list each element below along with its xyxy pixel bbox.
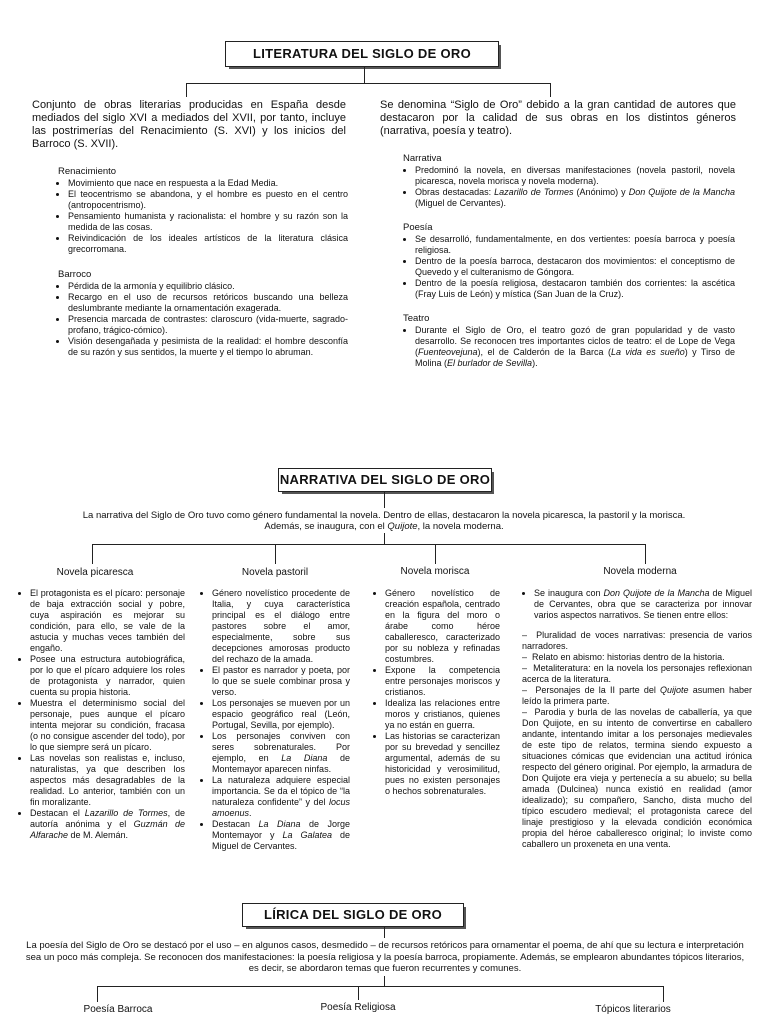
list-item: • Las historias se caracterizan por su brevedad y sencillez argumental, además de su historicidad y verosimilitud, pues no existen personajes o hechos sobrenaturales.: [385, 731, 500, 797]
list-item: • Recargo en el uso de recursos retóricos buscando una belleza deslumbrante mediante la ornamentación exagerada.: [68, 292, 348, 314]
work-title: Fuenteovejuna: [418, 347, 478, 357]
barroco-block: [58, 269, 348, 358]
list-item: • Destacan el Lazarillo de Tormes, de autoría anónima y el Guzmán de Alfarache de M. Alemán.: [30, 808, 185, 841]
list-item: • Género novelístico procedente de Italia, y cuya característica principal es el diálogo entre pastores sobre el amor, especialmente, sobre sus decepciones amorosas producto del rechazo de la amada.: [212, 588, 350, 665]
renacimiento-block: [58, 166, 348, 255]
list-item: • El pastor es narrador y poeta, por lo que se suele combinar prosa y verso.: [212, 665, 350, 698]
col-moderna: [522, 588, 752, 850]
list-item: • Movimiento que nace en respuesta a la Edad Media.: [68, 178, 348, 189]
list-item: • Idealiza las relaciones entre moros y cristianos, quienes ya no están en guerra.: [385, 698, 500, 731]
narrativa-intro-line1: La narrativa del Siglo de Oro tuvo como género fundamental la novela. Dentro de ellas, destacaron la novela picaresca, la pastoril y la morisca.: [82, 510, 686, 521]
work-title: Lazarillo de Tormes: [494, 187, 574, 197]
col-heading-moderna: Novela moderna: [603, 566, 677, 577]
barroco-heading: Barroco: [58, 269, 92, 280]
list-item: • La naturaleza adquiere especial importancia. Se da el tópico de “la naturaleza confidente” y del locus amoenus.: [212, 775, 350, 819]
poesia-block: [403, 222, 735, 300]
col-morisca: [373, 588, 500, 797]
list-item: • Reivindicación de los ideales artísticos de la literatura clásica grecorromana.: [68, 233, 348, 255]
work-title: Lazarillo de Tormes: [84, 808, 168, 818]
list-item: • Presencia marcada de contrastes: claroscuro (vida-muerte, sagrado-profano, trágico-cómico).: [68, 314, 348, 336]
section-title-narrativa: NARRATIVA DEL SIGLO DE ORO: [278, 468, 492, 492]
teatro-block: [403, 313, 735, 369]
list-item: • Se inaugura con Don Quijote de la Mancha de Miguel de Cervantes, obra que se caracteriza por innovar varios aspectos narrativos. Se tienen entre ellos:: [534, 588, 752, 621]
list-item: – Parodia y burla de las novelas de caballería, ya que Don Quijote, en su intento de convertirse en caballero andante, intentando imitar a los personajes medievales de este tipo de relatos, termina siendo expuesto a situaciones cómicas que evidencian una actitud irónica respecto del género original. Por ejemplo, la armadura de Don Quijote era vieja y pertenecía a su abuelo; su bella amada (Dulcinea) nunca existió en realidad (amor idealizado); su compañero, Sancho, dista mucho del típico escudero medieval; el protagonista carece del linaje prestigioso y la elevada condición económica propia del héroe caballeresco original; lo inviste como caballero un proxeneta en una venta.: [522, 707, 752, 849]
work-title: La vida es sueño: [610, 347, 685, 357]
list-item: – Pluralidad de voces narrativas: presencia de varios narradores.: [522, 630, 752, 651]
list-item: • El protagonista es el pícaro: personaje de baja extracción social y pobre, cuya aspiración es mejorar su condición, para ello, se vale de la astucia y muchas veces también del engaño.: [30, 588, 185, 654]
list-item: • Durante el Siglo de Oro, el teatro gozó de gran popularidad y de vasto desarrollo. Se reconocen tres importantes ciclos de teatro: el de Lope de Vega (Fuenteovejuna), el de Calderón de la Barca (La vida es sueño) y Tirso de Molina (El burlador de Sevilla).: [415, 325, 735, 369]
list-item: • El teocentrismo se abandona, y el hombre es puesto en el centro (antropocentrismo).: [68, 189, 348, 211]
col-heading-topicos: Tópicos literarios: [595, 1004, 671, 1015]
narrativa-heading: Narrativa: [403, 153, 442, 164]
col-heading-poesia-barroca: Poesía Barroca: [83, 1004, 153, 1015]
list-item: • Dentro de la poesía religiosa, destacaron también dos corrientes: la ascética (Fray Luis de León) y mística (San Juan de la Cruz).: [415, 278, 735, 300]
teatro-heading: Teatro: [403, 313, 430, 324]
poesia-heading: Poesía: [403, 222, 433, 233]
list-item: • Obras destacadas: Lazarillo de Tormes (Anónimo) y Don Quijote de la Mancha (Miguel de Cervantes).: [415, 187, 735, 209]
col-heading-pastoril: Novela pastoril: [241, 567, 309, 578]
section-title-literatura: LITERATURA DEL SIGLO DE ORO: [225, 41, 499, 67]
section-title-lirica: LÍRICA DEL SIGLO DE ORO: [242, 903, 464, 927]
col-picaresca: [18, 588, 185, 841]
list-item: • Visión desengañada y pesimista de la realidad: el hombre desconfía de su razón y sus sentidos, la muerte y el tiempo lo abruman.: [68, 336, 348, 358]
work-title: El burlador de Sevilla: [447, 358, 533, 368]
list-item: • Predominó la novela, en diversas manifestaciones (novela pastoril, novela picaresca, novela morisca y novela moderna).: [415, 165, 735, 187]
list-item: • Pérdida de la armonía y equilibrio clásico.: [68, 281, 348, 292]
col-heading-morisca: Novela morisca: [400, 566, 470, 577]
list-item: – Relato en abismo: historias dentro de la historia.: [522, 652, 725, 662]
literatura-intro-right: Se denomina “Siglo de Oro” debido a la gran cantidad de autores que destacaron por la calidad de sus obras en los distintos géneros (narrativa, poesía y teatro).: [380, 99, 736, 137]
list-item: • Los personajes conviven con seres sobrenaturales. Por ejemplo, en La Diana de Montemayor aparecen ninfas.: [212, 731, 350, 775]
lirica-intro: La poesía del Siglo de Oro se destacó por el uso – en algunos casos, desmedido – de recursos retóricos para ornamentar el poema, de ahí que su lectura e interpretación sea un poco más compleja. Se reconocen dos manifestaciones: la poesía religiosa y la poesía barroca, propiamente. Además, se emplearon abundantes tópicos literarios, es decir, se abordaron temas que fueron recurrentes y comunes.: [25, 940, 745, 974]
list-item: • Género novelístico de creación española, centrado en la figura del moro o árabe como héroe caballeresco, caracterizado por su nobleza y refinadas costumbres.: [385, 588, 500, 665]
list-item: • Posee una estructura autobiográfica, por lo que el pícaro adquiere los roles de protagonista y narrador, quien cuenta su propia historia.: [30, 654, 185, 698]
list-item: – Metaliteratura: en la novela los personajes reflexionan acerca de la literatura.: [522, 663, 752, 684]
work-title: Don Quijote de la Mancha: [628, 187, 735, 197]
narrativa-block: [403, 153, 735, 209]
col-pastoril: [200, 588, 350, 852]
col-heading-poesia-religiosa: Poesía Religiosa: [320, 1002, 396, 1013]
work-title: Guzmán de Alfarache: [30, 819, 185, 840]
list-item: • Expone la competencia entre personajes moriscos y cristianos.: [385, 665, 500, 698]
renacimiento-heading: Renacimiento: [58, 166, 117, 177]
col-heading-picaresca: Novela picaresca: [56, 567, 134, 578]
narrativa-intro: [40, 510, 728, 532]
narrativa-intro-line2: Además, se inaugura, con el Quijote, la novela moderna.: [264, 521, 504, 532]
list-item: • Destacan La Diana de Jorge Montemayor y La Galatea de Miguel de Cervantes.: [212, 819, 350, 852]
literatura-intro-left: Conjunto de obras literarias producidas en España desde mediados del siglo XVI a mediados del XVII, por tanto, incluye las postrimerías del Renacimiento (S. XVI) y los inicios del Barroco (S. XVII).: [32, 99, 346, 150]
list-item: • Pensamiento humanista y racionalista: el hombre y su razón son la medida de las cosas.: [68, 211, 348, 233]
list-item: • Se desarrolló, fundamentalmente, en dos vertientes: poesía barroca y poesía religiosa.: [415, 234, 735, 256]
list-item: – Personajes de la II parte del Quijote asumen haber leído la primera parte.: [522, 685, 752, 706]
list-item: • Las novelas son realistas e, incluso, naturalistas, ya que describen los aspectos más desagradables de la realidad. Lo anterior, también con un fin moralizante.: [30, 753, 185, 808]
list-item: • Dentro de la poesía barroca, destacaron dos movimientos: el conceptismo de Quevedo y el culteranismo de Góngora.: [415, 256, 735, 278]
list-item: • Muestra el determinismo social del personaje, pues aunque el pícaro intenta mejorar su condición, fracasa (o no consigue ascender del todo), por lo que siempre será un pícaro.: [30, 698, 185, 753]
list-item: • Los personajes se mueven por un espacio geográfico real (León, Portugal, Sevilla, por ejemplo).: [212, 698, 350, 731]
